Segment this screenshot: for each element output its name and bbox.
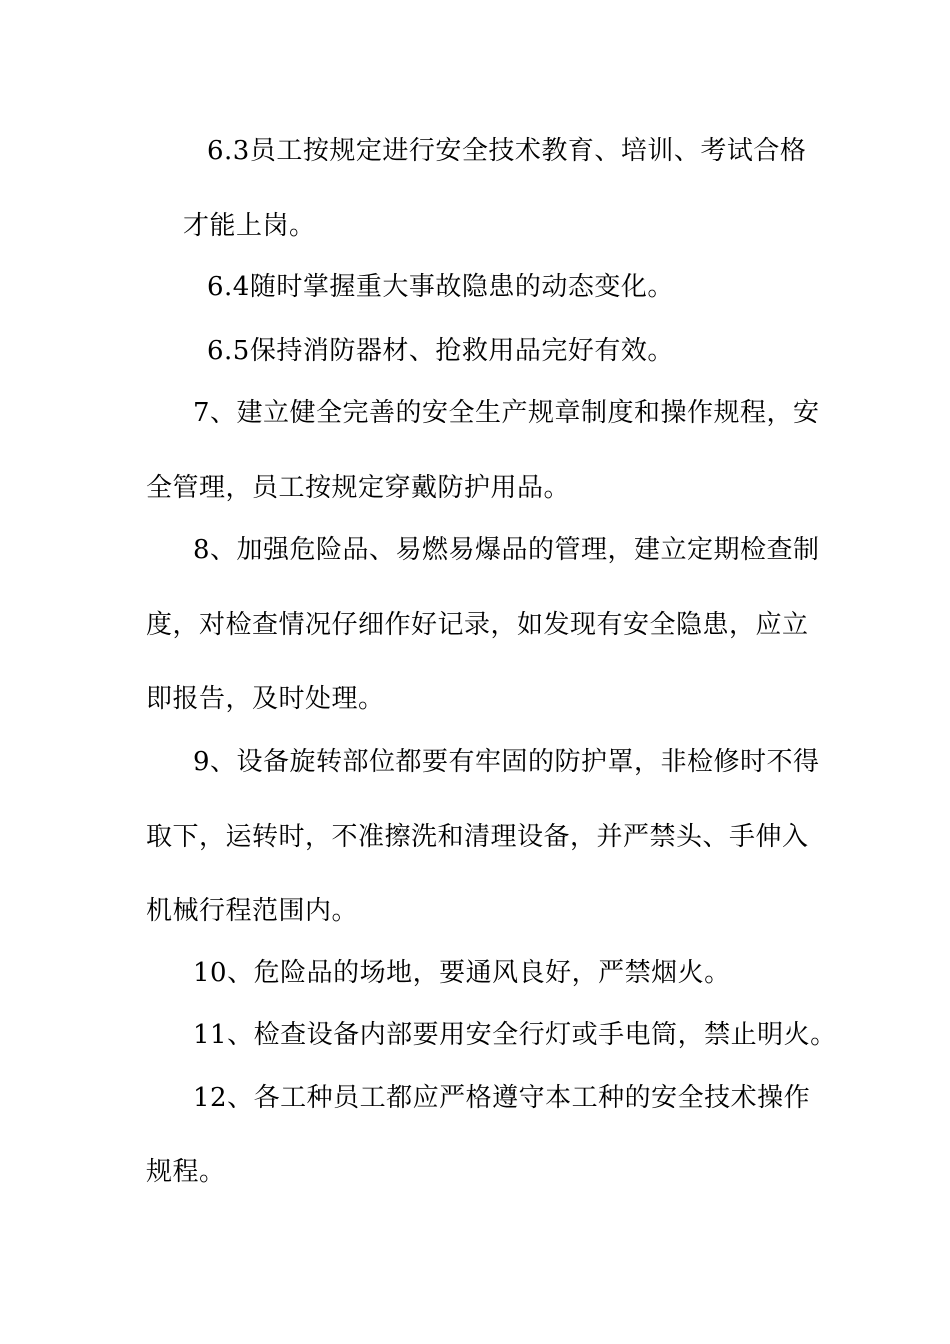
text-line: 6.4随时掌握重大事故隐患的动态变化。 — [207, 272, 674, 302]
text-line: 才能上岗。 — [183, 211, 316, 241]
text-line: 8、加强危险品、易燃易爆品的管理，建立定期检查制 — [193, 535, 820, 565]
text-line: 机械行程范围内。 — [146, 896, 359, 926]
text-line: 规程。 — [146, 1157, 226, 1187]
text-line: 7、建立健全完善的安全生产规章制度和操作规程，安 — [193, 398, 820, 428]
text-line: 全管理，员工按规定穿戴防护用品。 — [146, 473, 571, 503]
text-line: 6.5保持消防器材、抢救用品完好有效。 — [207, 336, 674, 366]
text-line: 9、设备旋转部位都要有牢固的防护罩，非检修时不得 — [193, 747, 820, 777]
text-line: 12、各工种员工都应严格遵守本工种的安全技术操作 — [193, 1083, 811, 1113]
text-line: 即报告，及时处理。 — [146, 684, 385, 714]
text-line: 取下，运转时，不准擦洗和清理设备，并严禁头、手伸入 — [146, 822, 809, 852]
text-line: 6.3员工按规定进行安全技术教育、培训、考试合格 — [207, 136, 807, 166]
text-line: 度，对检查情况仔细作好记录，如发现有安全隐患，应立 — [146, 610, 809, 640]
text-line: 10、危险品的场地，要通风良好，严禁烟火。 — [193, 958, 731, 988]
text-line: 11、检查设备内部要用安全行灯或手电筒，禁止明火。 — [193, 1020, 837, 1050]
